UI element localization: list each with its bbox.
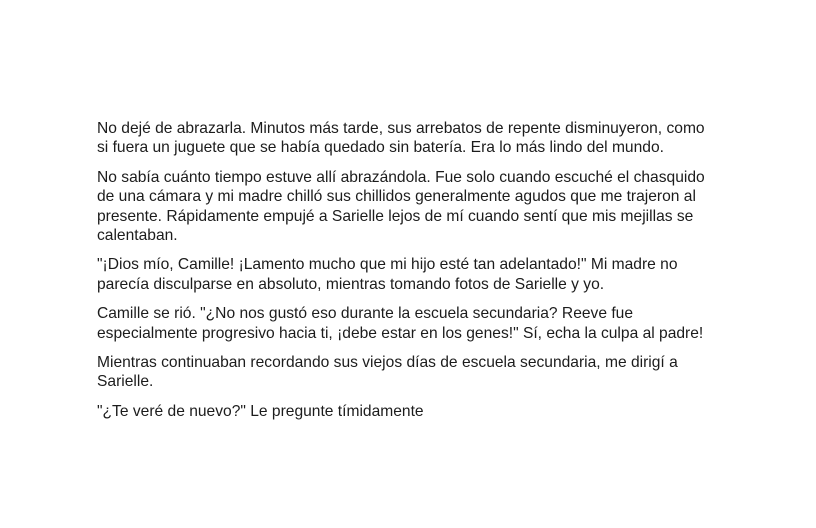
- text-line: presente. Rápidamente empujé a Sarielle lejos de mí cuando sentí que mis mejillas se: [97, 207, 694, 225]
- text-line: No dejé de abrazarla. Minutos más tarde, sus arrebatos de repente disminuyeron, como: [97, 120, 705, 137]
- paragraph-6: [97, 402, 757, 421]
- paragraph-5: [97, 353, 757, 392]
- text-line: de una cámara y mi madre chilló sus chillidos generalmente agudos que me trajeron al: [97, 188, 696, 206]
- text-line: especialmente progresivo hacia ti, ¡debe estar en los genes!" Sí, echa la culpa al padre!: [97, 324, 704, 342]
- text-line: No sabía cuánto tiempo estuve allí abrazándola. Fue solo cuando escuché el chasquido: [97, 168, 705, 186]
- paragraph-2: [97, 168, 757, 246]
- paragraph-3: [97, 255, 757, 294]
- text-line: calentaban.: [97, 227, 178, 245]
- text-line: parecía disculparse en absoluto, mientras tomando fotos de Sarielle y yo.: [97, 275, 605, 293]
- paragraph-4: [97, 304, 757, 343]
- paragraph-1: [97, 119, 757, 158]
- text-line: "¿Te veré de nuevo?" Le pregunte tímidamente: [97, 402, 424, 420]
- text-line: Camille se rió. "¿No nos gustó eso durante la escuela secundaria? Reeve fue: [97, 305, 634, 323]
- text-line: Mientras continuaban recordando sus viejos días de escuela secundaria, me dirigí a: [97, 354, 678, 372]
- text-line: si fuera un juguete que se había quedado sin batería. Era lo más lindo del mundo.: [97, 139, 664, 157]
- story-text: [97, 119, 757, 431]
- text-line: Sarielle.: [97, 373, 154, 391]
- text-line: "¡Dios mío, Camille! ¡Lamento mucho que mi hijo esté tan adelantado!" Mi madre no: [97, 256, 678, 274]
